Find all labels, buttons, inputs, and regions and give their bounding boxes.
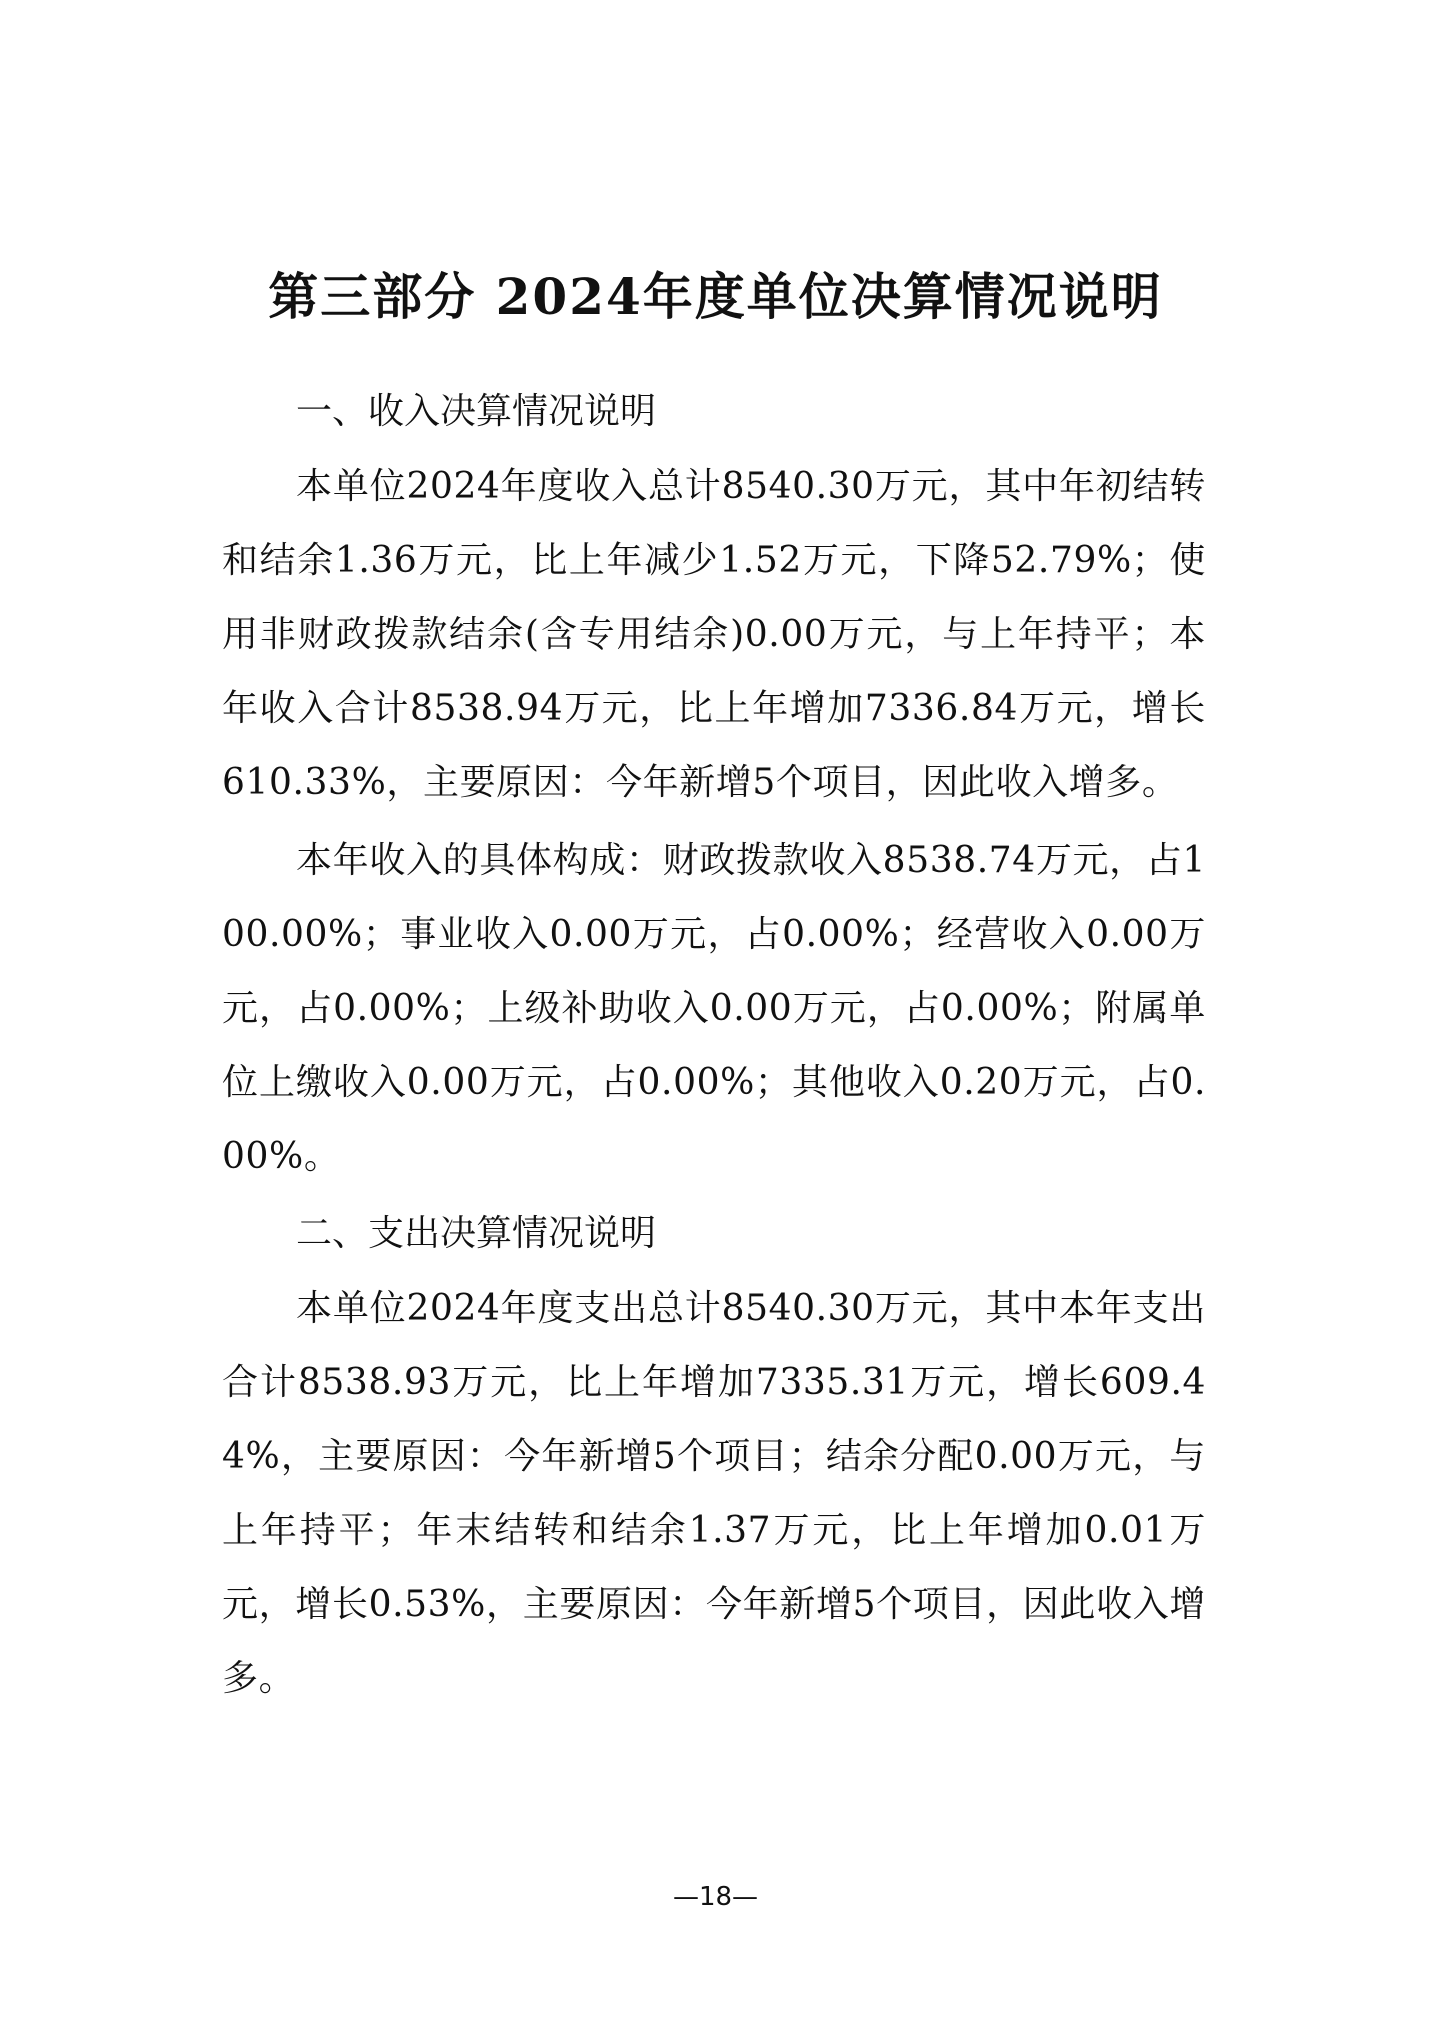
page-title: 第三部分 2024年度单位决算情况说明 [268,267,1163,326]
expenditure-summary-paragraph: 本单位2024年度支出总计8540.30万元，其中本年支出合计8538.93万元，比上年增加7335.31万元，增长609.44%，主要原因：今年新增5个项目；结余分配0.00万元，与上年持平；年末结转和结余1.37万元，比上年增加0.01万元，增长0.53%，主要原因：今年新增5个项目，因此收入增多。 [222,1288,1206,1699]
income-composition-paragraph: 本年收入的具体构成：财政拨款收入8538.74万元，占100.00%；事业收入0.00万元，占0.00%；经营收入0.00万元，占0.00%；上级补助收入0.00万元，占0.00%；附属单位上缴收入0.00万元，占0.00%；其他收入0.20万元，占0.00%。 [222,840,1206,1177]
section-heading-income: 一、收入决算情况说明 [296,391,657,432]
document-body [222,380,1206,1716]
page-number: —18— [672,1882,759,1912]
income-summary-paragraph: 本单位2024年度收入总计8540.30万元，其中年初结转和结余1.36万元，比上年减少1.52万元，下降52.79%；使用非财政拨款结余(含专用结余)0.00万元，与上年持平；本年收入合计8538.94万元，比上年增加7336.84万元，增长610.33%，主要原因：今年新增5个项目，因此收入增多。 [222,466,1206,803]
section-heading-expenditure: 二、支出决算情况说明 [296,1213,657,1254]
